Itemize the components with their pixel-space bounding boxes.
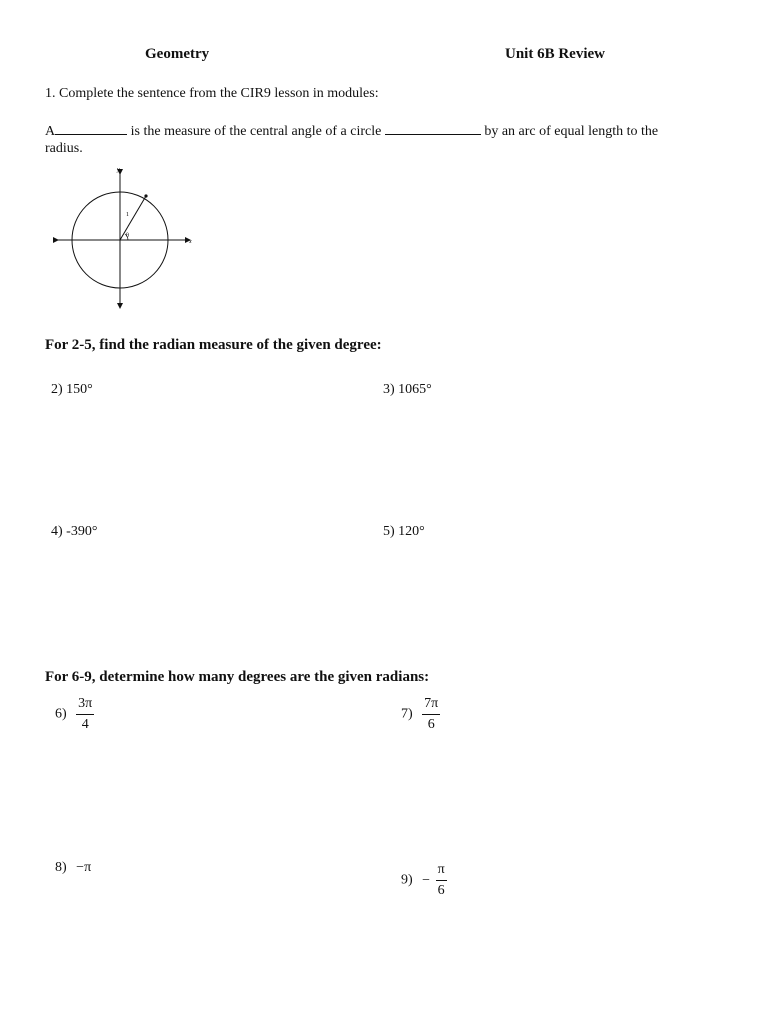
- unit-circle-figure: [48, 164, 198, 310]
- problem-9: [401, 862, 447, 899]
- page-title: Geometry: [145, 46, 210, 62]
- q1-middle: is the measure of the central angle of a circle: [130, 124, 382, 139]
- problem-5: 5) 120°: [383, 524, 425, 539]
- radius-label: 1: [126, 212, 129, 218]
- fraction-3pi-over-4: $\frac{3\pi}{4}$: [78, 696, 93, 732]
- q1-wrap: radius.: [45, 141, 83, 156]
- problem-8-number: 8): [55, 860, 67, 875]
- problem-9-number: 9): [401, 872, 413, 888]
- problem-8: [55, 860, 91, 876]
- circle-point: [144, 194, 147, 197]
- problem-2: 2) 150°: [51, 382, 93, 397]
- fraction-7pi-over-6: $\frac{7\pi}{6}$: [424, 696, 439, 732]
- minus-sign: −: [422, 872, 431, 888]
- section1-heading: For 2-5, find the radian measure of the given degree:: [45, 337, 382, 353]
- problem-4: 4) -390°: [51, 524, 98, 539]
- fraction-pi-over-6: $\frac{\pi}{6}$: [437, 862, 445, 898]
- q1-end: by an arc of equal length to the: [484, 124, 659, 139]
- problem-7: [401, 696, 440, 733]
- q1-prompt: 1. Complete the sentence from the CIR9 lesson in modules:: [45, 86, 379, 101]
- unit-title: Unit 6B Review: [505, 46, 605, 62]
- angle-label: θ: [126, 233, 129, 239]
- y-axis-label: y: [117, 167, 120, 173]
- x-axis-label: x: [189, 239, 192, 245]
- negative-pi: −π: [76, 860, 92, 875]
- q1-start: A: [45, 124, 56, 139]
- problem-6-number: 6): [55, 706, 67, 722]
- section2-heading: For 6-9, determine how many degrees are the given radians:: [45, 669, 430, 685]
- q1-sentence: [45, 122, 658, 140]
- problem-3: 3) 1065°: [383, 382, 432, 397]
- problem-7-number: 7): [401, 706, 413, 722]
- answer-blank-2[interactable]: [385, 122, 481, 135]
- answer-blank-1[interactable]: [55, 122, 127, 135]
- problem-6: [55, 696, 94, 733]
- radius-line: [120, 196, 146, 240]
